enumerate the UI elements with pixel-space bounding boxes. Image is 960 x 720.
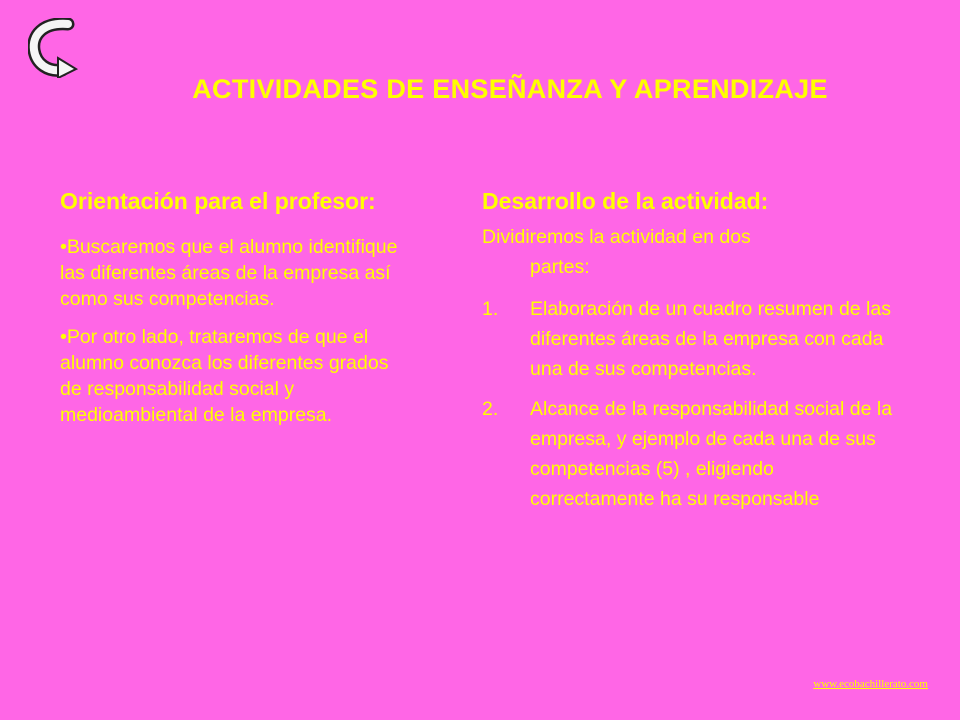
intro-line-1: Dividiremos la actividad en dos xyxy=(482,226,751,248)
back-arrow-icon[interactable] xyxy=(28,18,80,78)
activity-intro xyxy=(482,222,902,282)
website-link[interactable]: www.ecobachillerato.com xyxy=(813,678,928,690)
item-text: Alcance de la responsabilidad social de la empresa, y ejemplo de cada una de sus competencias (5) , eligiendo correctamente ha su responsable xyxy=(530,398,893,510)
activity-development-heading: Desarrollo de la actividad: xyxy=(482,188,769,214)
numbered-item xyxy=(482,294,902,384)
teacher-orientation-column xyxy=(60,184,410,440)
bullet-item: •Por otro lado, trataremos de que el alumno conozca los diferentes grados de responsabilidad social y medioambiental de la empresa. xyxy=(60,326,389,426)
intro-line-2: partes: xyxy=(530,256,590,278)
page-title: ACTIVIDADES DE ENSEÑANZA Y APRENDIZAJE xyxy=(192,74,828,104)
numbered-item xyxy=(482,394,902,514)
item-number: 2. xyxy=(482,398,499,420)
item-text: Elaboración de un cuadro resumen de las diferentes áreas de la empresa con cada una de sus competencias. xyxy=(530,298,891,380)
teacher-orientation-heading: Orientación para el profesor: xyxy=(60,188,376,214)
bullet-item: •Buscaremos que el alumno identifique las diferentes áreas de la empresa así como sus competencias. xyxy=(60,236,398,310)
item-number: 1. xyxy=(482,298,499,320)
activity-development-column xyxy=(482,184,902,524)
